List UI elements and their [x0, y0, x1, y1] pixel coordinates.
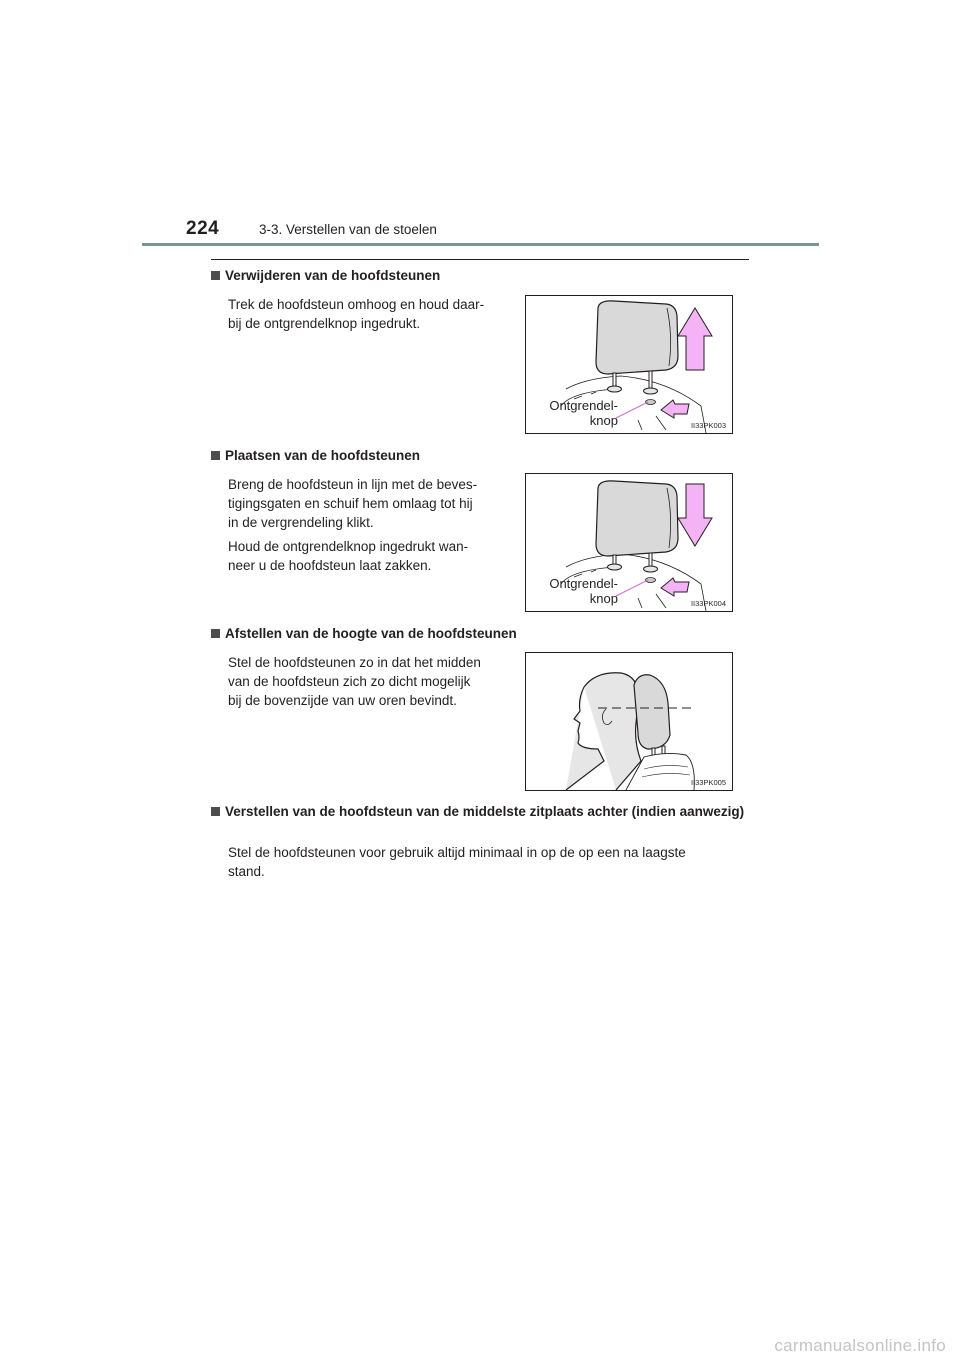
figure-code: II33PK004: [690, 599, 726, 608]
paragraph: Houd de ontgrendelknop ingedrukt wan- neer u de hoofdsteun laat zakken.: [228, 539, 469, 573]
figure-install-headrest: [525, 473, 733, 612]
section-heading-remove: [211, 266, 440, 286]
heading-text: Plaatsen van de hoofdsteunen: [225, 448, 421, 463]
page-number: 224: [186, 218, 220, 239]
paragraph: Trek de hoofdsteun omhoog en houd daar- bij de ontgrendelknop ingedrukt.: [228, 297, 485, 331]
callout-line: Ontgrendel-: [549, 398, 618, 413]
figure-remove-headrest: [525, 295, 733, 434]
section-heading-height: [211, 624, 517, 644]
figure-code: II33PK005: [690, 778, 726, 787]
release-button-callout: [534, 576, 618, 606]
bullet-square-icon: [211, 629, 220, 638]
heading-text: Verstellen van de hoofdsteun van de middelste zitplaats achter (indien aanwezig): [225, 804, 745, 819]
header-rule: [142, 243, 819, 246]
watermark: carmanualsonline.info: [774, 1336, 946, 1355]
section-rule: [211, 259, 749, 260]
section-text-center-rear: [228, 843, 748, 886]
paragraph: Stel de hoofdsteunen zo in dat het midden van de hoofdsteun zich zo dicht mogelijk bij de bovenzijde van uw oren bevindt.: [228, 655, 481, 708]
figure-code: II33PK003: [690, 421, 726, 430]
bullet-square-icon: [211, 807, 220, 816]
head-position-illustration: [526, 653, 732, 790]
callout-line: knop: [589, 413, 618, 428]
section-text-install: [228, 475, 504, 580]
paragraph: Stel de hoofdsteunen voor gebruik altijd minimaal in op de op een na laagste stand.: [228, 845, 686, 879]
section-text-height: [228, 653, 504, 715]
section-heading-center-rear: [211, 802, 749, 822]
chapter-title: 3-3. Verstellen van de stoelen: [259, 222, 437, 237]
paragraph: Breng de hoofdsteun in lijn met de beves- tigingsgaten en schuif hem omlaag tot hij in de vergrendeling klikt.: [228, 477, 478, 530]
release-button-callout: [534, 398, 618, 428]
figure-height-adjust: [525, 652, 733, 791]
callout-line: Ontgrendel-: [549, 576, 618, 591]
heading-text: Afstellen van de hoogte van de hoofdsteunen: [225, 626, 517, 641]
callout-line: knop: [589, 591, 618, 606]
bullet-square-icon: [211, 271, 220, 280]
section-heading-install: [211, 446, 420, 466]
heading-text: Verwijderen van de hoofdsteunen: [225, 268, 441, 283]
section-text-remove: [228, 295, 504, 338]
bullet-square-icon: [211, 451, 220, 460]
